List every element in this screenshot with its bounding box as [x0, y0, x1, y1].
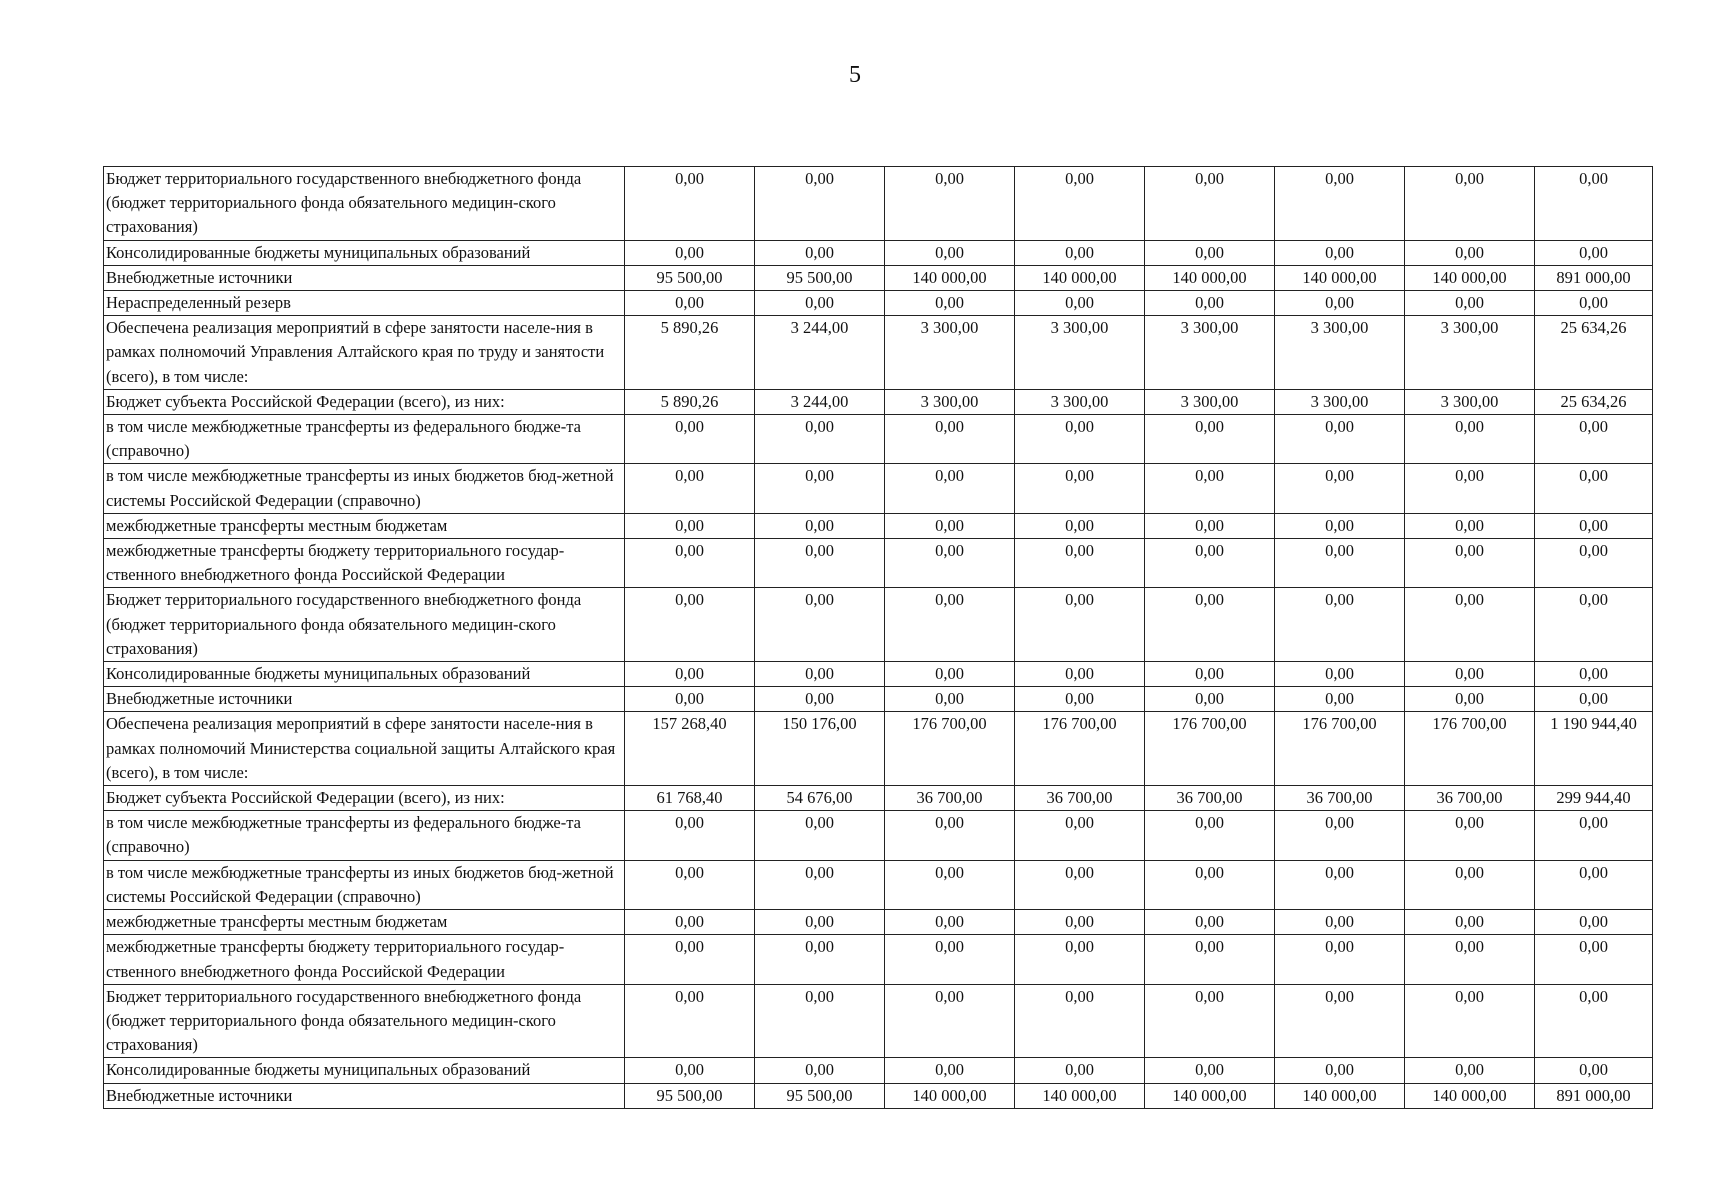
year-value-cell: 0,00 — [885, 513, 1015, 538]
year-value-cell: 0,00 — [885, 687, 1015, 712]
row-total-cell: 0,00 — [1535, 811, 1653, 860]
year-value-cell: 0,00 — [1015, 935, 1145, 984]
year-value-cell: 0,00 — [1015, 811, 1145, 860]
year-value-cell: 0,00 — [1015, 662, 1145, 687]
table-row — [104, 389, 1653, 414]
year-value-cell: 0,00 — [885, 984, 1015, 1058]
budget-table-body — [104, 167, 1653, 1109]
year-value-cell: 0,00 — [1145, 240, 1275, 265]
year-value-cell: 5 890,26 — [625, 389, 755, 414]
table-row — [104, 316, 1653, 390]
table-row — [104, 464, 1653, 513]
year-value-cell: 0,00 — [1275, 588, 1405, 662]
year-value-cell: 3 300,00 — [1015, 389, 1145, 414]
year-value-cell: 3 300,00 — [1145, 316, 1275, 390]
table-row — [104, 687, 1653, 712]
year-value-cell: 0,00 — [1405, 513, 1535, 538]
row-label: Обеспечена реализация мероприятий в сфере занятости населе-ния в рамках полномочий Министерства социальной защиты Алтайского края (всего), в том числе: — [104, 712, 625, 786]
year-value-cell: 140 000,00 — [1275, 265, 1405, 290]
year-value-cell: 0,00 — [1275, 167, 1405, 241]
year-value-cell: 0,00 — [1275, 513, 1405, 538]
year-value-cell: 0,00 — [755, 662, 885, 687]
year-value-cell: 36 700,00 — [1015, 786, 1145, 811]
year-value-cell: 140 000,00 — [1015, 1083, 1145, 1108]
year-value-cell: 0,00 — [755, 240, 885, 265]
year-value-cell: 0,00 — [1145, 1058, 1275, 1083]
year-value-cell: 0,00 — [1015, 167, 1145, 241]
year-value-cell: 0,00 — [755, 415, 885, 464]
year-value-cell: 140 000,00 — [1145, 265, 1275, 290]
row-label: межбюджетные трансферты бюджету территориального государ-ственного внебюджетного фонда Российской Федерации — [104, 935, 625, 984]
year-value-cell: 0,00 — [1275, 291, 1405, 316]
row-total-cell: 0,00 — [1535, 910, 1653, 935]
year-value-cell: 0,00 — [1145, 539, 1275, 588]
year-value-cell: 0,00 — [1405, 910, 1535, 935]
year-value-cell: 0,00 — [755, 539, 885, 588]
year-value-cell: 0,00 — [1145, 415, 1275, 464]
row-total-cell: 0,00 — [1535, 513, 1653, 538]
year-value-cell: 176 700,00 — [1145, 712, 1275, 786]
budget-table — [103, 166, 1653, 1109]
year-value-cell: 3 300,00 — [1275, 389, 1405, 414]
year-value-cell: 5 890,26 — [625, 316, 755, 390]
row-total-cell: 0,00 — [1535, 662, 1653, 687]
year-value-cell: 0,00 — [1015, 1058, 1145, 1083]
year-value-cell: 0,00 — [1145, 910, 1275, 935]
year-value-cell: 0,00 — [1015, 588, 1145, 662]
year-value-cell: 0,00 — [885, 1058, 1015, 1083]
year-value-cell: 0,00 — [1145, 291, 1275, 316]
year-value-cell: 0,00 — [1275, 662, 1405, 687]
year-value-cell: 0,00 — [1015, 240, 1145, 265]
year-value-cell: 0,00 — [1405, 539, 1535, 588]
row-label: Консолидированные бюджеты муниципальных образований — [104, 240, 625, 265]
year-value-cell: 140 000,00 — [1405, 265, 1535, 290]
year-value-cell: 0,00 — [1015, 910, 1145, 935]
year-value-cell: 3 300,00 — [885, 389, 1015, 414]
row-total-cell: 0,00 — [1535, 687, 1653, 712]
year-value-cell: 3 300,00 — [1145, 389, 1275, 414]
row-total-cell: 0,00 — [1535, 291, 1653, 316]
year-value-cell: 95 500,00 — [755, 1083, 885, 1108]
year-value-cell: 0,00 — [625, 415, 755, 464]
row-total-cell: 0,00 — [1535, 240, 1653, 265]
year-value-cell: 0,00 — [755, 860, 885, 909]
year-value-cell: 0,00 — [885, 662, 1015, 687]
year-value-cell: 0,00 — [1145, 687, 1275, 712]
year-value-cell: 0,00 — [1405, 811, 1535, 860]
row-total-cell: 0,00 — [1535, 415, 1653, 464]
year-value-cell: 3 300,00 — [1405, 316, 1535, 390]
year-value-cell: 0,00 — [1275, 984, 1405, 1058]
year-value-cell: 0,00 — [1405, 415, 1535, 464]
row-label: Обеспечена реализация мероприятий в сфере занятости населе-ния в рамках полномочий Управления Алтайского края по труду и занятости (всего), в том числе: — [104, 316, 625, 390]
table-row — [104, 291, 1653, 316]
year-value-cell: 0,00 — [1015, 687, 1145, 712]
year-value-cell: 0,00 — [755, 167, 885, 241]
year-value-cell: 0,00 — [625, 464, 755, 513]
year-value-cell: 0,00 — [1405, 687, 1535, 712]
year-value-cell: 0,00 — [885, 588, 1015, 662]
year-value-cell: 54 676,00 — [755, 786, 885, 811]
table-row — [104, 539, 1653, 588]
row-total-cell: 1 190 944,40 — [1535, 712, 1653, 786]
year-value-cell: 0,00 — [1275, 240, 1405, 265]
year-value-cell: 3 244,00 — [755, 316, 885, 390]
table-row — [104, 1058, 1653, 1083]
year-value-cell: 36 700,00 — [885, 786, 1015, 811]
table-row — [104, 415, 1653, 464]
table-row — [104, 910, 1653, 935]
row-total-cell: 0,00 — [1535, 984, 1653, 1058]
year-value-cell: 0,00 — [1405, 984, 1535, 1058]
year-value-cell: 0,00 — [1145, 167, 1275, 241]
year-value-cell: 3 244,00 — [755, 389, 885, 414]
year-value-cell: 0,00 — [885, 291, 1015, 316]
year-value-cell: 0,00 — [1405, 1058, 1535, 1083]
year-value-cell: 0,00 — [1015, 415, 1145, 464]
year-value-cell: 0,00 — [1405, 167, 1535, 241]
year-value-cell: 0,00 — [885, 464, 1015, 513]
year-value-cell: 0,00 — [1275, 464, 1405, 513]
table-row — [104, 240, 1653, 265]
row-total-cell: 0,00 — [1535, 167, 1653, 241]
year-value-cell: 36 700,00 — [1405, 786, 1535, 811]
year-value-cell: 3 300,00 — [1275, 316, 1405, 390]
table-row — [104, 984, 1653, 1058]
year-value-cell: 0,00 — [625, 539, 755, 588]
year-value-cell: 0,00 — [885, 240, 1015, 265]
year-value-cell: 0,00 — [1015, 291, 1145, 316]
row-total-cell: 0,00 — [1535, 464, 1653, 513]
year-value-cell: 0,00 — [1405, 935, 1535, 984]
year-value-cell: 0,00 — [1405, 662, 1535, 687]
year-value-cell: 0,00 — [625, 811, 755, 860]
year-value-cell: 0,00 — [1015, 513, 1145, 538]
year-value-cell: 0,00 — [625, 860, 755, 909]
year-value-cell: 140 000,00 — [885, 265, 1015, 290]
year-value-cell: 0,00 — [1145, 935, 1275, 984]
row-label: в том числе межбюджетные трансферты из иных бюджетов бюд-жетной системы Российской Федерации (справочно) — [104, 860, 625, 909]
row-total-cell: 25 634,26 — [1535, 316, 1653, 390]
row-label: Внебюджетные источники — [104, 687, 625, 712]
year-value-cell: 150 176,00 — [755, 712, 885, 786]
year-value-cell: 0,00 — [1405, 860, 1535, 909]
year-value-cell: 3 300,00 — [1405, 389, 1535, 414]
year-value-cell: 176 700,00 — [1275, 712, 1405, 786]
year-value-cell: 0,00 — [755, 910, 885, 935]
year-value-cell: 0,00 — [1405, 291, 1535, 316]
row-total-cell: 891 000,00 — [1535, 265, 1653, 290]
row-label: Бюджет субъекта Российской Федерации (всего), из них: — [104, 786, 625, 811]
year-value-cell: 0,00 — [625, 687, 755, 712]
row-total-cell: 0,00 — [1535, 588, 1653, 662]
table-row — [104, 811, 1653, 860]
row-label: межбюджетные трансферты местным бюджетам — [104, 910, 625, 935]
table-row — [104, 786, 1653, 811]
year-value-cell: 0,00 — [755, 291, 885, 316]
row-total-cell: 299 944,40 — [1535, 786, 1653, 811]
row-label: Бюджет субъекта Российской Федерации (всего), из них: — [104, 389, 625, 414]
table-row — [104, 513, 1653, 538]
row-label: в том числе межбюджетные трансферты из федерального бюдже-та (справочно) — [104, 811, 625, 860]
year-value-cell: 0,00 — [1015, 464, 1145, 513]
year-value-cell: 0,00 — [885, 811, 1015, 860]
table-row — [104, 265, 1653, 290]
year-value-cell: 0,00 — [625, 984, 755, 1058]
year-value-cell: 0,00 — [1275, 910, 1405, 935]
year-value-cell: 140 000,00 — [1015, 265, 1145, 290]
year-value-cell: 0,00 — [1275, 415, 1405, 464]
row-total-cell: 891 000,00 — [1535, 1083, 1653, 1108]
year-value-cell: 0,00 — [1145, 662, 1275, 687]
year-value-cell: 0,00 — [1145, 984, 1275, 1058]
year-value-cell: 0,00 — [1145, 588, 1275, 662]
year-value-cell: 0,00 — [1145, 464, 1275, 513]
year-value-cell: 176 700,00 — [1405, 712, 1535, 786]
row-label: межбюджетные трансферты бюджету территориального государ-ственного внебюджетного фонда Российской Федерации — [104, 539, 625, 588]
table-row — [104, 662, 1653, 687]
row-total-cell: 0,00 — [1535, 539, 1653, 588]
year-value-cell: 0,00 — [1275, 811, 1405, 860]
year-value-cell: 36 700,00 — [1275, 786, 1405, 811]
year-value-cell: 140 000,00 — [1275, 1083, 1405, 1108]
year-value-cell: 140 000,00 — [1145, 1083, 1275, 1108]
year-value-cell: 140 000,00 — [1405, 1083, 1535, 1108]
year-value-cell: 0,00 — [1015, 984, 1145, 1058]
year-value-cell: 0,00 — [755, 464, 885, 513]
row-label: Консолидированные бюджеты муниципальных образований — [104, 662, 625, 687]
row-total-cell: 0,00 — [1535, 1058, 1653, 1083]
table-row — [104, 712, 1653, 786]
row-total-cell: 0,00 — [1535, 860, 1653, 909]
year-value-cell: 0,00 — [1275, 860, 1405, 909]
year-value-cell: 0,00 — [885, 860, 1015, 909]
year-value-cell: 0,00 — [885, 935, 1015, 984]
year-value-cell: 176 700,00 — [1015, 712, 1145, 786]
row-total-cell: 25 634,26 — [1535, 389, 1653, 414]
year-value-cell: 0,00 — [625, 513, 755, 538]
year-value-cell: 0,00 — [885, 167, 1015, 241]
year-value-cell: 0,00 — [625, 910, 755, 935]
row-label: в том числе межбюджетные трансферты из иных бюджетов бюд-жетной системы Российской Федерации (справочно) — [104, 464, 625, 513]
table-row — [104, 588, 1653, 662]
table-row — [104, 167, 1653, 241]
year-value-cell: 3 300,00 — [1015, 316, 1145, 390]
row-label: Бюджет территориального государственного внебюджетного фонда (бюджет территориального фонда обязательного медицин-ского страхования) — [104, 588, 625, 662]
year-value-cell: 0,00 — [625, 935, 755, 984]
year-value-cell: 0,00 — [625, 1058, 755, 1083]
table-row — [104, 1083, 1653, 1108]
year-value-cell: 0,00 — [1275, 539, 1405, 588]
year-value-cell: 95 500,00 — [625, 1083, 755, 1108]
year-value-cell: 0,00 — [755, 1058, 885, 1083]
row-label: межбюджетные трансферты местным бюджетам — [104, 513, 625, 538]
year-value-cell: 0,00 — [755, 811, 885, 860]
year-value-cell: 0,00 — [625, 167, 755, 241]
year-value-cell: 140 000,00 — [885, 1083, 1015, 1108]
year-value-cell: 0,00 — [755, 984, 885, 1058]
year-value-cell: 95 500,00 — [625, 265, 755, 290]
year-value-cell: 0,00 — [625, 291, 755, 316]
year-value-cell: 0,00 — [1015, 860, 1145, 909]
year-value-cell: 61 768,40 — [625, 786, 755, 811]
year-value-cell: 0,00 — [1275, 687, 1405, 712]
year-value-cell: 0,00 — [1145, 513, 1275, 538]
year-value-cell: 0,00 — [1405, 464, 1535, 513]
row-label: Бюджет территориального государственного внебюджетного фонда (бюджет территориального фонда обязательного медицин-ского страхования) — [104, 984, 625, 1058]
year-value-cell: 0,00 — [1405, 588, 1535, 662]
row-label: Внебюджетные источники — [104, 265, 625, 290]
year-value-cell: 0,00 — [885, 539, 1015, 588]
year-value-cell: 3 300,00 — [885, 316, 1015, 390]
year-value-cell: 0,00 — [1275, 1058, 1405, 1083]
year-value-cell: 0,00 — [625, 588, 755, 662]
year-value-cell: 176 700,00 — [885, 712, 1015, 786]
page-number: 5 — [849, 62, 861, 88]
year-value-cell: 0,00 — [755, 588, 885, 662]
year-value-cell: 0,00 — [755, 935, 885, 984]
year-value-cell: 0,00 — [625, 240, 755, 265]
row-label: Внебюджетные источники — [104, 1083, 625, 1108]
table-row — [104, 860, 1653, 909]
year-value-cell: 0,00 — [1145, 811, 1275, 860]
row-total-cell: 0,00 — [1535, 935, 1653, 984]
year-value-cell: 0,00 — [1275, 935, 1405, 984]
row-label: Консолидированные бюджеты муниципальных образований — [104, 1058, 625, 1083]
year-value-cell: 0,00 — [755, 513, 885, 538]
year-value-cell: 0,00 — [625, 662, 755, 687]
year-value-cell: 0,00 — [755, 687, 885, 712]
year-value-cell: 0,00 — [1015, 539, 1145, 588]
year-value-cell: 95 500,00 — [755, 265, 885, 290]
table-row — [104, 935, 1653, 984]
row-label: Нераспределенный резерв — [104, 291, 625, 316]
year-value-cell: 157 268,40 — [625, 712, 755, 786]
year-value-cell: 0,00 — [885, 910, 1015, 935]
year-value-cell: 0,00 — [885, 415, 1015, 464]
row-label: Бюджет территориального государственного внебюджетного фонда (бюджет территориального фонда обязательного медицин-ского страхования) — [104, 167, 625, 241]
row-label: в том числе межбюджетные трансферты из федерального бюдже-та (справочно) — [104, 415, 625, 464]
year-value-cell: 0,00 — [1145, 860, 1275, 909]
year-value-cell: 36 700,00 — [1145, 786, 1275, 811]
year-value-cell: 0,00 — [1405, 240, 1535, 265]
